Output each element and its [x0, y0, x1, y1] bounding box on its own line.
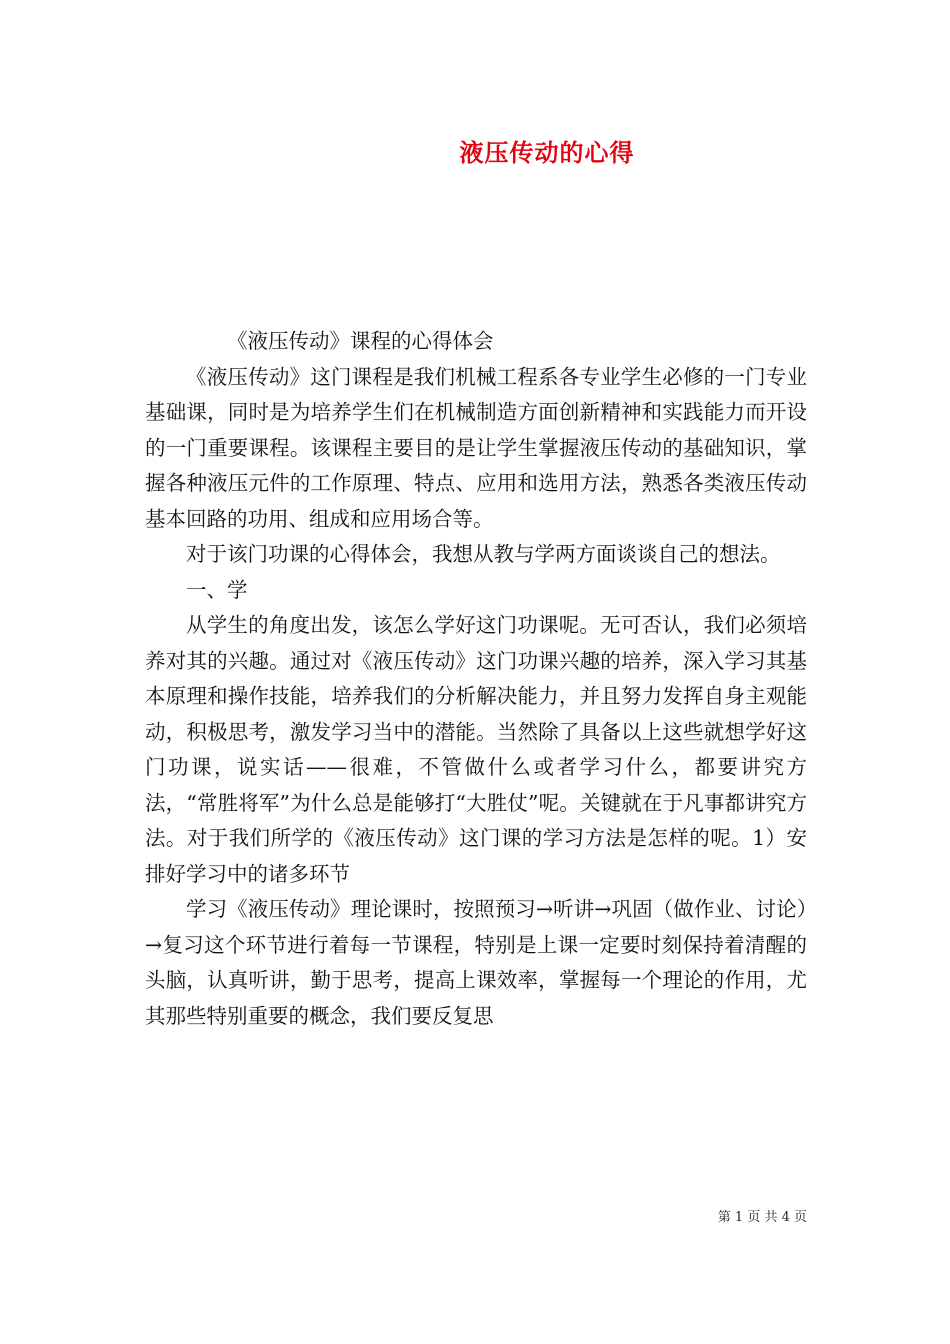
document-body — [145, 324, 807, 1034]
page-number-footer: 第 1 页 共 4 页 — [717, 1210, 807, 1225]
body-paragraph-learning-method: 从学生的角度出发，该怎么学好这门功课呢。无可否认，我们必须培养对其的兴趣。通过对《液压传动》这门功课兴趣的培养，深入学习其基本原理和操作技能，培养我们的分析解决能力，并且努力发挥自身主观能动，积极思考，激发学习当中的潜能。当然除了具备以上这些就想学好这门功课，说实话——很难，不管做什么或者学习什么，都要讲究方法，“常胜将军”为什么总是能够打“大胜仗”呢。关键就在于凡事都讲究方法。对于我们所学的《液压传动》这门课的学习方法是怎样的呢。1）安排好学习中的诸多环节 — [145, 613, 807, 886]
document-title: 液压传动的心得 — [459, 138, 635, 167]
body-paragraph-intro: 《液压传动》这门课程是我们机械工程系各专业学生必修的一门专业基础课，同时是为培养学生们在机械制造方面创新精神和实践能力而开设的一门重要课程。该课程主要目的是让学生掌握液压传动的基础知识，掌握各种液压元件的工作原理、特点、应用和选用方法，熟悉各类液压传动基本回路的功用、组成和应用场合等。 — [145, 364, 807, 531]
section-heading-learning: 一、学 — [186, 577, 248, 602]
body-paragraph-theory-study: 学习《液压传动》理论课时，按照预习→听讲→巩固（做作业、讨论）→复习这个环节进行着每一节课程，特别是上课一定要时刻保持着清醒的头脑，认真听讲，勤于思考，提高上课效率，掌握每一个理论的作用，尤其那些特别重要的概念，我们要反复思 — [145, 897, 807, 1028]
body-paragraph-thoughts: 对于该门功课的心得体会，我想从教与学两方面谈谈自己的想法。 — [186, 542, 781, 566]
document-subtitle: 《液压传动》课程的心得体会 — [227, 329, 494, 353]
